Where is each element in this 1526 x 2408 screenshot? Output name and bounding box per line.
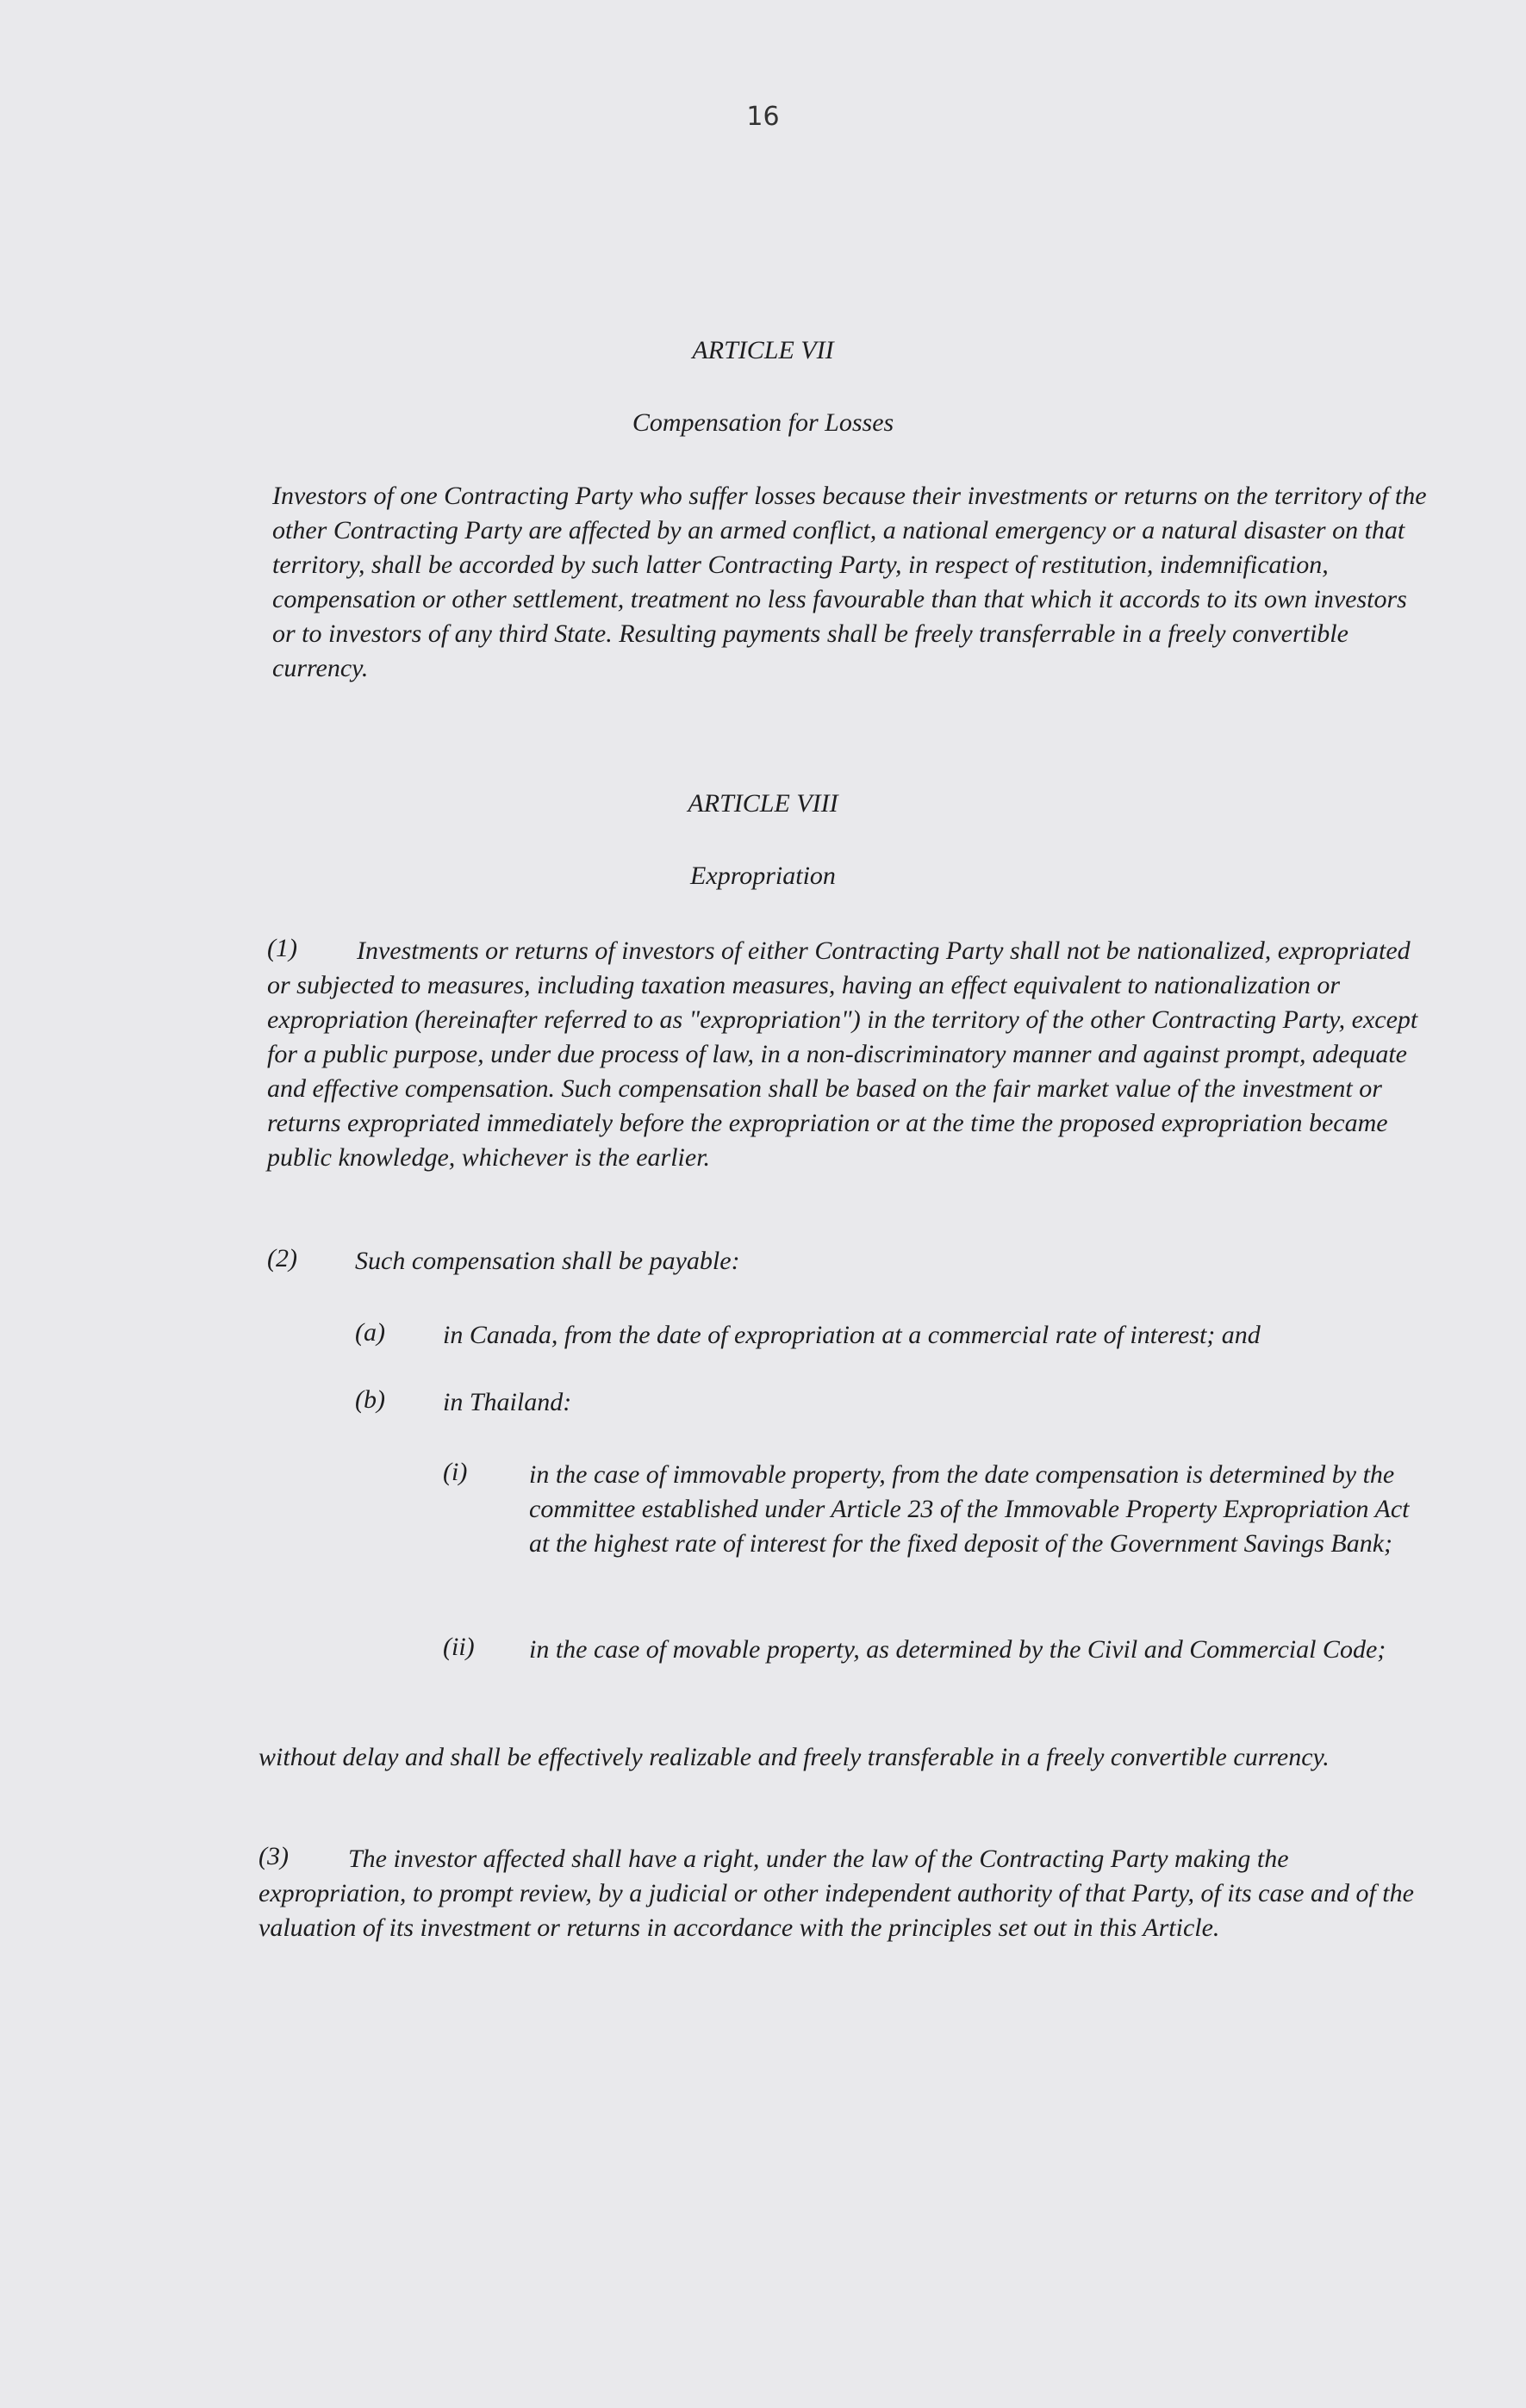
closing-clause: without delay and shall be effectively realizable and freely transferable in a freely convertible currency. [258,1743,1330,1771]
paragraph-3-marker: (3) [258,1842,289,1870]
article-8-title: Expropriation [690,862,836,890]
item-a-marker: (a) [355,1318,385,1347]
paragraph-2: Such compensation shall be payable: [355,1247,740,1275]
paragraph-3: The investor affected shall have a right, under the law of the Contracting Party making the expropriation, to prompt review, by a judicial or other independent authority of that Party, of its case and of the valuation of its investment or returns in accordance with the principles set out in this Article. [258,1845,1414,1942]
item-ii: in the case of movable property, as determined by the Civil and Commercial Code; [529,1635,1386,1664]
article-7-heading: ARTICLE VII [692,336,834,364]
paragraph-2-marker: (2) [267,1244,297,1272]
paragraph-1-marker: (1) [267,934,297,962]
item-b: in Thailand: [443,1388,572,1416]
page-number: 16 [746,102,780,132]
article-7-title: Compensation for Losses [632,408,894,437]
item-i-marker: (i) [443,1458,468,1486]
item-i: in the case of immovable property, from the date compensation is determined by the committee established under Article 23 of the Immovable Property Expropriation Act at the highest rate of interest for the fixed deposit of the Government Savings Bank; [529,1460,1410,1558]
item-a: in Canada, from the date of expropriation at a commercial rate of interest; and [443,1321,1261,1349]
article-8-heading: ARTICLE VIII [688,789,838,818]
item-b-marker: (b) [355,1385,385,1414]
item-ii-marker: (ii) [443,1633,475,1661]
article-7-body: Investors of one Contracting Party who suffer losses because their investments or returns on the territory of the other Contracting Party are affected by an armed conflict, a national emergency or a natural disaster on that territory, shall be accorded by such latter Contracting Party, in respect of restitution, indemnification, compensation or other settlement, treatment no less favourable than that which it accords to its own investors or to investors of any third State. Resulting payments shall be freely transferrable in a freely convertible currency. [272,482,1427,682]
paragraph-1: Investments or returns of investors of either Contracting Party shall not be nationalized, expropriated or subjected to measures, including taxation measures, having an effect equivalent to nationalization or expropriation (hereinafter referred to as "expropriation") in the territory of the other Contracting Party, except for a public purpose, under due process of law, in a non-discriminatory manner and against prompt, adequate and effective compensation. Such compensation shall be based on the fair market value of the investment or returns expropriated immediately before the expropriation or at the time the proposed expropriation became public knowledge, whichever is the earlier. [267,936,1418,1172]
